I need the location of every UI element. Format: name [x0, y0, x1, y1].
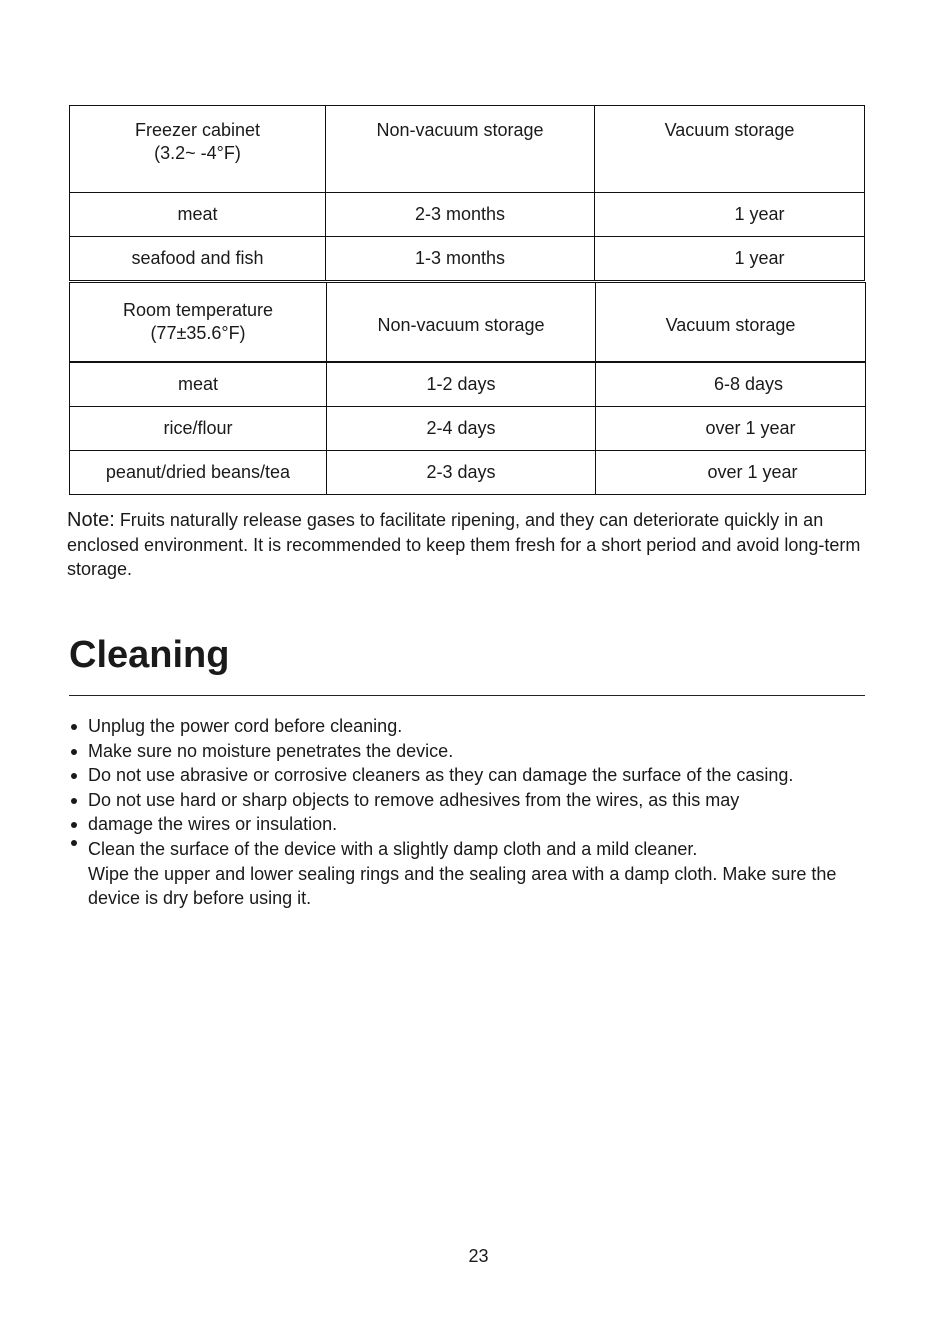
bullet-icon — [71, 724, 77, 730]
list-item-text: Wipe the upper and lower sealing rings and the sealing area with a damp cloth. Make sure the device is dry before using it. — [88, 863, 837, 909]
list-item-text: Do not use abrasive or corrosive cleaners as they can damage the surface of the casing. — [88, 765, 794, 786]
table-row — [70, 237, 865, 281]
item-cell: meat — [70, 193, 326, 237]
room-header-temperature: (77±35.6°F) — [150, 323, 246, 343]
list-item-text: Clean the surface of the device with a slightly damp cloth and a mild cleaner. — [88, 838, 698, 859]
bullet-icon — [71, 822, 77, 828]
vacuum-cell: 6-8 days — [596, 362, 866, 407]
freezer-storage-table — [69, 105, 865, 281]
non-vacuum-cell: 1-2 days — [327, 362, 596, 407]
vacuum-cell: 1 year — [595, 237, 865, 281]
list-item — [66, 788, 866, 813]
vacuum-cell: over 1 year — [596, 407, 866, 451]
non-vacuum-cell: 2-4 days — [327, 407, 596, 451]
table-row — [70, 193, 865, 237]
vacuum-cell: 1 year — [595, 193, 865, 237]
list-item-text: Make sure no moisture penetrates the device. — [88, 740, 454, 761]
item-cell: seafood and fish — [70, 237, 326, 281]
non-vacuum-cell: 1-3 months — [326, 237, 595, 281]
list-item-text: Do not use hard or sharp objects to remove adhesives from the wires, as this may — [88, 789, 740, 810]
list-item-text: damage the wires or insulation. — [88, 814, 338, 835]
note-label: Note: — [67, 509, 115, 531]
room-temperature-storage-table — [69, 282, 866, 495]
bullet-icon — [71, 773, 77, 779]
freezer-header-title: Freezer cabinet — [134, 120, 261, 140]
room-header-cell — [70, 283, 327, 363]
table-row — [70, 362, 866, 407]
list-item — [66, 739, 866, 764]
storage-note — [67, 508, 887, 582]
item-cell: rice/flour — [70, 407, 327, 451]
cleaning-instructions-list — [66, 714, 866, 911]
list-item — [66, 837, 866, 862]
bullet-icon — [71, 749, 77, 755]
non-vacuum-cell: 2-3 months — [326, 193, 595, 237]
freezer-header-cell — [70, 106, 326, 193]
vacuum-header: Vacuum storage — [595, 106, 865, 193]
table-header-row — [70, 283, 866, 363]
non-vacuum-header: Non-vacuum storage — [327, 283, 596, 363]
bullet-icon — [71, 840, 77, 846]
list-item-text: Unplug the power cord before cleaning. — [88, 716, 403, 736]
table-row — [70, 407, 866, 451]
section-heading-cleaning: Cleaning — [69, 634, 230, 676]
bullet-icon — [71, 798, 77, 804]
freezer-header-temperature: (3.2~ -4°F) — [154, 143, 241, 163]
non-vacuum-header: Non-vacuum storage — [326, 106, 595, 193]
table-header-row — [70, 106, 865, 193]
list-item — [66, 862, 866, 911]
list-item — [66, 763, 866, 788]
list-item — [66, 812, 866, 837]
list-item — [66, 714, 866, 739]
heading-divider — [69, 695, 865, 696]
vacuum-cell: over 1 year — [596, 451, 866, 495]
page-number: 23 — [468, 1246, 489, 1266]
table-row — [70, 451, 866, 495]
note-text: Fruits naturally release gases to facilitate ripening, and they can deteriorate quickly in an enclosed environment. It is recommended to keep them fresh for a short period and avoid long-term storage. — [67, 510, 861, 579]
non-vacuum-cell: 2-3 days — [327, 451, 596, 495]
item-cell: peanut/dried beans/tea — [70, 451, 327, 495]
item-cell: meat — [70, 362, 327, 407]
room-header-title: Room temperature — [122, 300, 274, 320]
vacuum-header: Vacuum storage — [596, 283, 866, 363]
